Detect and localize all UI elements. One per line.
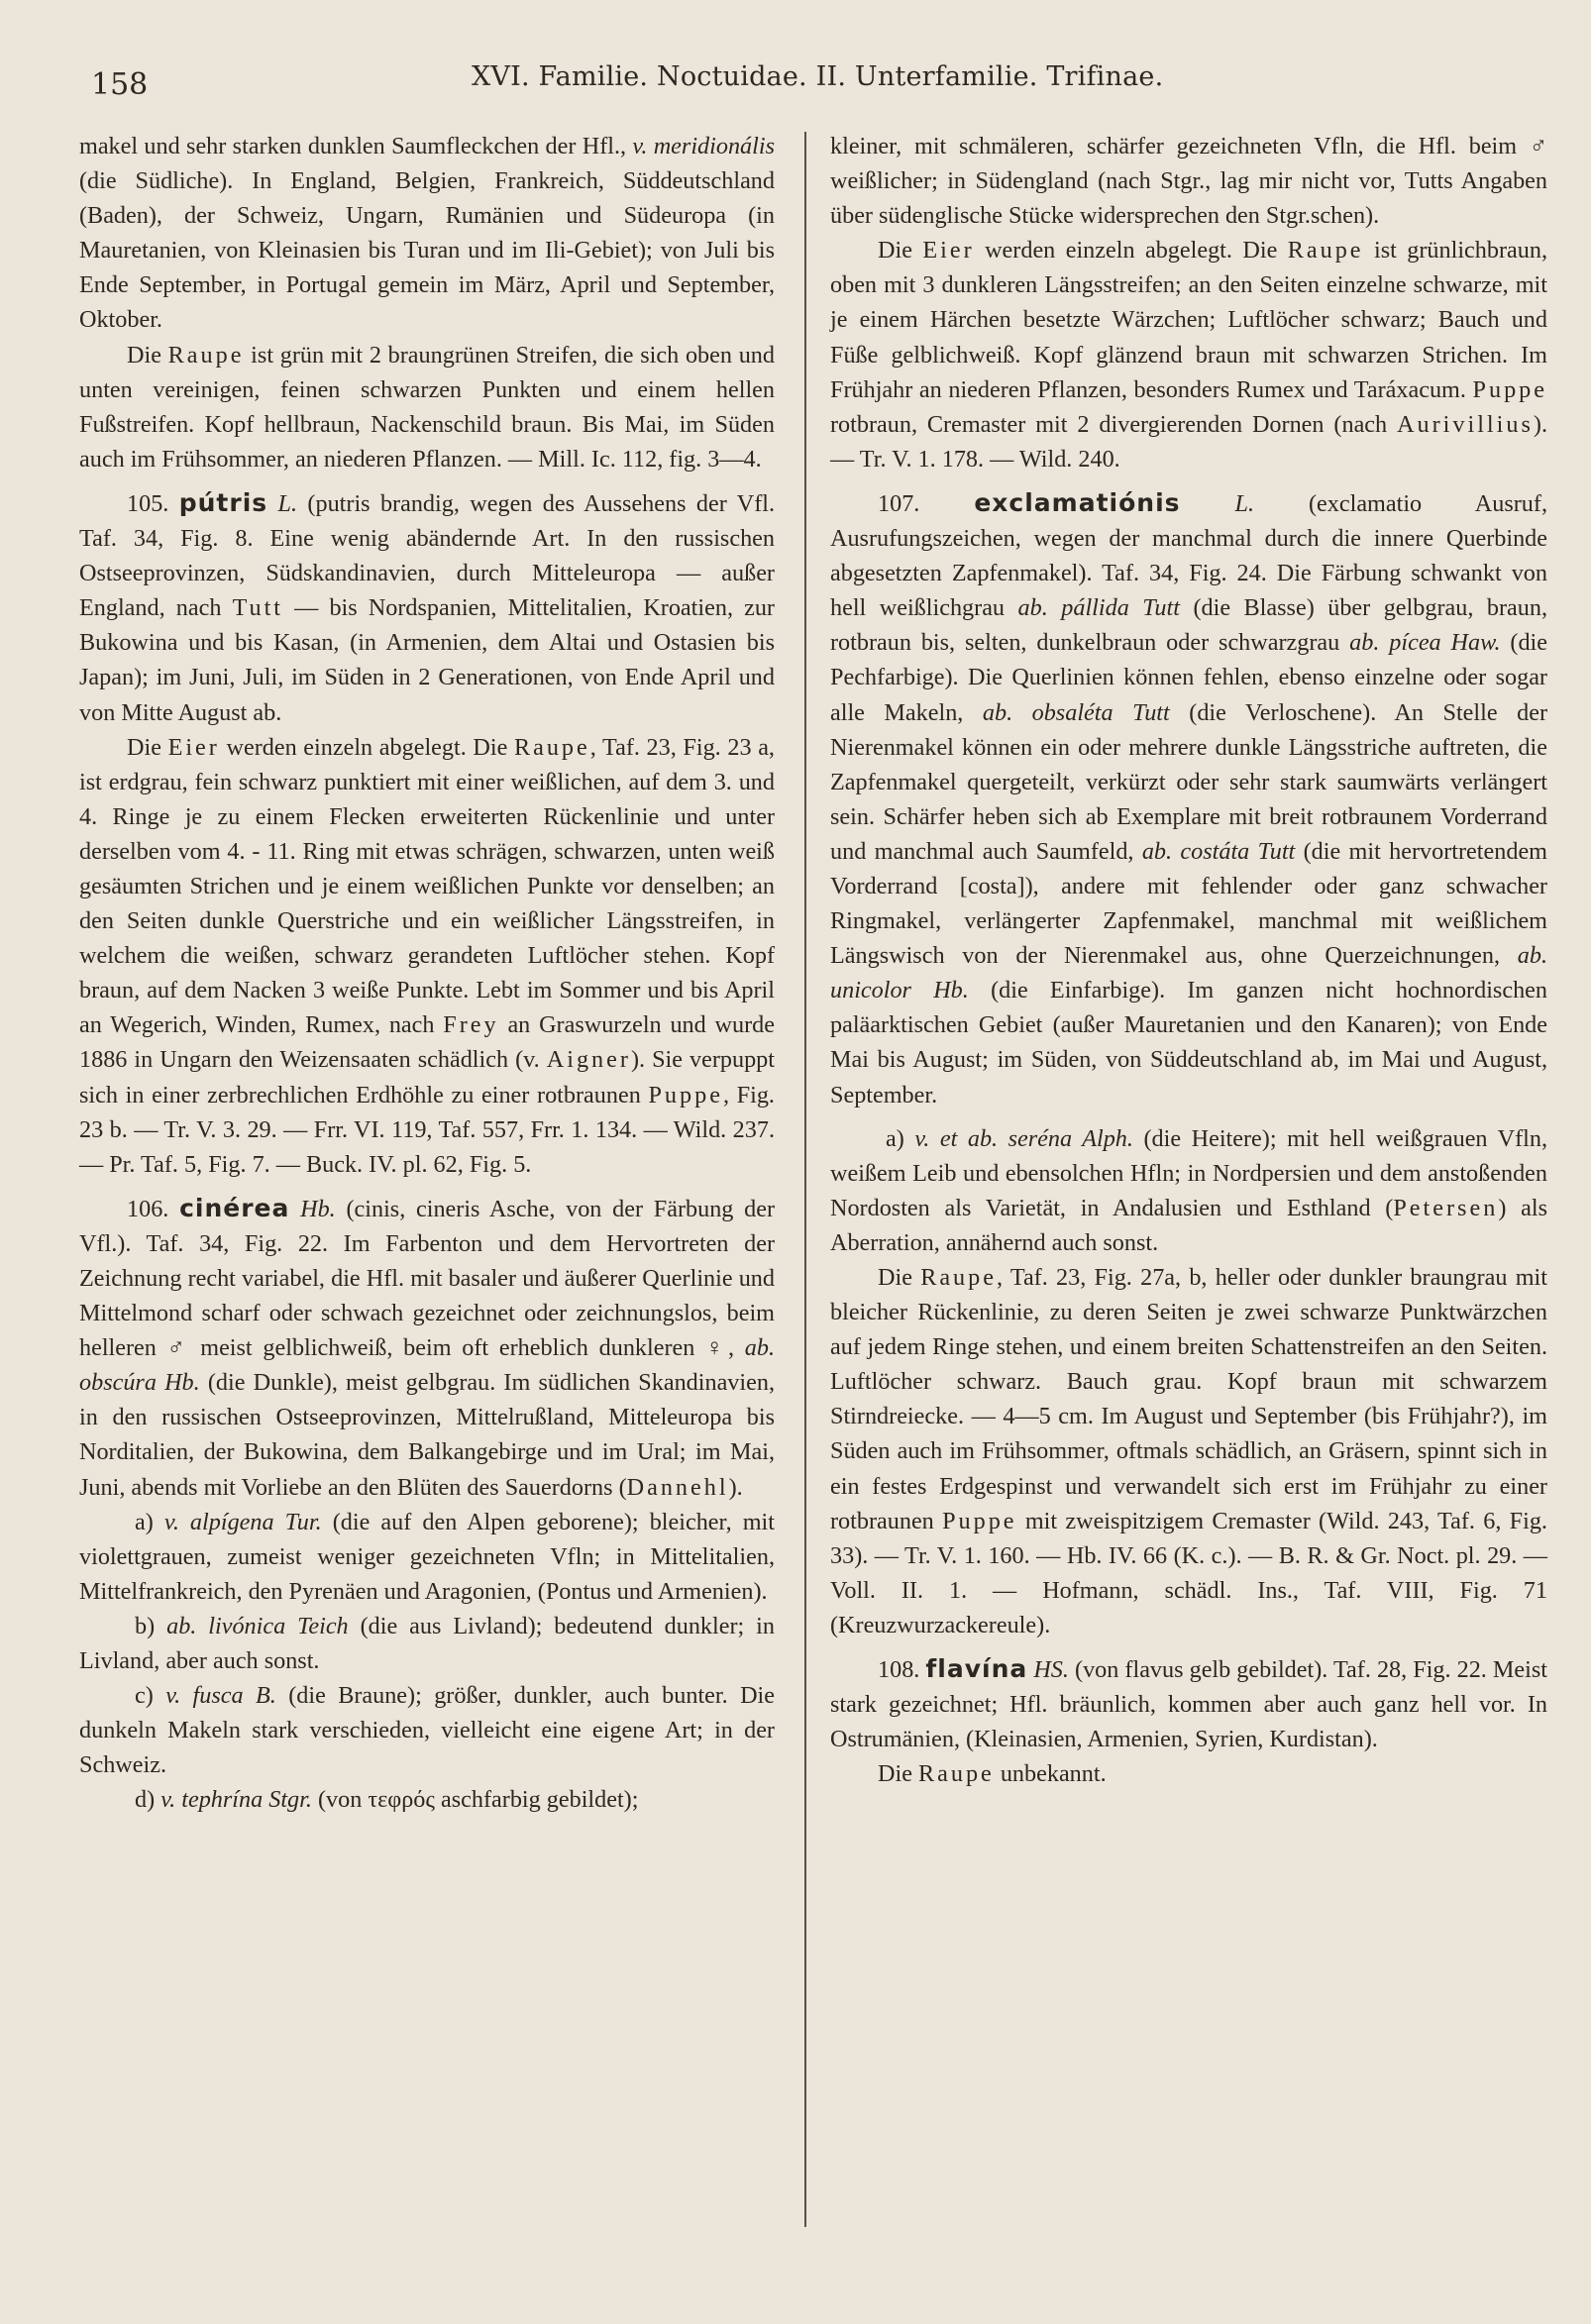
larva-paragraph: Die Raupe ist grün mit 2 braungrünen Streifen, die sich oben und unten vereinigen, feinen schwarzen Punkten und einem hellen Fußstreifen. Kopf hellbraun, Nackenschild braun. Bis Mai, im Süden auch im Frühsommer, an niederen Pflanzen. — Mill. Ic. 112, fig. 3—4. bbox=[79, 341, 775, 473]
species-entry-107: 107. exclamatiónis L. (exclamatio Ausruf, Ausrufungszeichen, wegen der manchmal durch die innere Querbinde abgesetzten Zapfenmakel). Taf. 34, Fig. 24. Die Färbung schwankt von hell weißlichgrau ab. pállida Tutt (die Blasse) über gelbgrau, braun, rotbraun bis, selten, dunkelbraun oder schwarzgrau ab. pícea Haw. (die Pechfarbige). Die Querlinien können fehlen, ebenso einzelne oder sogar alle Makeln, ab. obsaléta Tutt (die Verloschene). An Stelle der Nierenmakel können ein oder mehrere dunkle Längsstriche auftreten, die Zapfenmakel quergeteilt, verkürzt oder sehr stark saumwärts verlängert sein. Schärfer heben sich ab Exemplare mit breit rotbraunem Vorderrand und manchmal auch Saumfeld, ab. costáta Tutt (die mit hervortretendem Vorderrand [costa]), andere mit fehlender oder ganz schwacher Ringmakel, verlängerter Zapfenmakel, manchmal mit weißlichem Längswisch von der Nierenmakel aus, ohne Querzeichnungen, ab. unicolor Hb. (die Einfarbige). Im ganzen nicht hochnordischen paläarktischen Gebiet (außer Mauretanien und den Kanaren); von Ende Mai bis August; im Süden, von Süddeutschland ab, im Mai und August, September. bbox=[830, 487, 1548, 1109]
left-column bbox=[79, 129, 775, 1818]
species-name: cinérea bbox=[179, 1193, 290, 1222]
variety-a: a) v. alpígena Tur. (die auf den Alpen geborene); bleicher, mit violettgrauen, zumeist weniger gezeichneten Vfln; in Mittelitalien, Mittelfrankreich, den Pyrenäen und Aragonien, (Pontus und Armenien). bbox=[79, 1508, 775, 1605]
continued-paragraph: kleiner, mit schmäleren, schärfer gezeichneten Vfln, die Hfl. beim ♂ weißlicher; in Südengland (nach Stgr., lag mir nicht vor, Tutts Angaben über südenglische Stücke widersprechen den Stgr.schen). bbox=[830, 133, 1547, 230]
larva-paragraph: Die Raupe, Taf. 23, Fig. 27a, b, heller oder dunkler braungrau mit bleicher Rückenlinie, zu deren Seiten je zwei schwarze Punktwärzchen auf jedem Ringe stehen, und einem breiten Schattenstreifen an den Seiten. Luftlöcher schwarz. Bauch grau. Kopf braun mit schwarzem Stirndreiecke. — 4—5 cm. Im August und September (bis Frühjahr?), im Süden auch im Frühsommer, oftmals schädlich, an Gräsern, spinnt sich in ein festes Erdgespinst und verwandelt sich erst im Frühjahr zu einer rotbraunen Puppe mit zweispitzigem Cremaster (Wild. 243, Taf. 6, Fig. 33). — Tr. V. 1. 160. — Hb. IV. 66 (K. c.). — B. R. & Gr. Noct. pl. 29. — Voll. II. 1. — Hofmann, schädl. Ins., Taf. VIII, Fig. 71 (Kreuzwurzackereule). bbox=[830, 1264, 1547, 1638]
column-divider bbox=[804, 132, 806, 2227]
eggs-paragraph: Die Eier werden einzeln abgelegt. Die Raupe ist grünlichbraun, oben mit 3 dunkleren Längsstreifen; an den Seiten einzelne schwarze, mit je einem Härchen besetzte Wärzchen; Luftlöcher schwarz; Bauch und Füße gelblichweiß. Kopf glänzend braun mit schwarzen Strichen. Im Frühjahr an niederen Pflanzen, besonders Rumex und Taráxacum. Puppe rotbraun, Cremaster mit 2 divergierenden Dornen (nach Aurivillius). — Tr. V. 1. 178. — Wild. 240. bbox=[830, 237, 1547, 473]
continued-paragraph: makel und sehr starken dunklen Saumfleckchen der Hfl., v. meridionális (die Südliche). In England, Belgien, Frankreich, Süddeutschland (Baden), der Schweiz, Ungarn, Rumänien und Südeuropa (in Mauretanien, von Kleinasien bis Turan und im Ili-Gebiet); von Juli bis Ende September, in Portugal gemein im März, April und September, Oktober. bbox=[79, 133, 775, 334]
page-header bbox=[87, 61, 1504, 111]
variety-a: a) v. et ab. seréna Alph. (die Heitere); mit hell weißgrauen Vfln, weißem Leib und ebensolchen Hfln; in Nordpersien und dem anstoßenden Nordosten als Varietät, in Andalusien und Esthland (Petersen) als Aberration, annähernd auch sonst. bbox=[830, 1124, 1547, 1256]
page-number: 158 bbox=[91, 67, 149, 102]
species-name: flavína bbox=[925, 1654, 1028, 1684]
running-title: XVI. Familie. Noctuidae. II. Unterfamilie. Trifinae. bbox=[472, 61, 1164, 92]
variety-c: c) v. fusca B. (die Braune); größer, dunkler, auch bunter. Die dunkeln Makeln stark verschieden, vielleicht eine eigene Art; in der Schweiz. bbox=[79, 1682, 775, 1779]
eggs-paragraph: Die Eier werden einzeln abgelegt. Die Raupe, Taf. 23, Fig. 23 a, ist erdgrau, fein schwarz punktiert mit einer weißlichen, auf dem 3. und 4. Ringe je zu einem Flecken erweiterten Rückenlinie und unter derselben vom 4. - 11. Ring mit etwas schrägen, schwarzen, unten weiß gesäumten Strichen und je einem weißlichen Punkte vor denselben; an den Seiten dunkle Querstriche und ein weißlicher Längsstreifen, in welchem die weißen, schwarz gerandeten Luftlöcher stehen. Kopf braun, auf dem Nacken 3 weiße Punkte. Lebt im Sommer und bis April an Wegerich, Winden, Rumex, nach Frey an Graswurzeln und wurde 1886 in Ungarn den Weizensaaten schädlich (v. Aigner). Sie verpuppt sich in einer zerbrechlichen Erdhöhle zu einer rotbraunen Puppe, Fig. 23 b. — Tr. V. 3. 29. — Frr. VI. 119, Taf. 557, Frr. 1. 134. — Wild. 237. — Pr. Taf. 5, Fig. 7. — Buck. IV. pl. 62, Fig. 5. bbox=[79, 733, 775, 1178]
right-column bbox=[830, 129, 1547, 1791]
species-name: exclamatiónis bbox=[974, 487, 1181, 517]
species-name: pútris bbox=[178, 487, 268, 517]
species-entry-108: 108. flavína HS. (von flavus gelb gebildet). Taf. 28, Fig. 22. Meist stark gezeichnet; Hfl. bräunlich, kommen aber auch ganz hell vor. In Ostrumänien, (Kleinasien, Armenien, Syrien, Kurdistan). bbox=[830, 1654, 1548, 1753]
variety-b: b) ab. livónica Teich (die aus Livland); bedeutend dunkler; in Livland, aber auch sonst. bbox=[79, 1612, 775, 1675]
species-entry-105: 105. pútris L. (putris brandig, wegen des Aussehens der Vfl. Taf. 34, Fig. 8. Eine wenig abändernde Art. In den russischen Ostseeprovinzen, Südskandinavien, durch Mitteleuropa — außer England, nach Tutt — bis Nordspanien, Mittelitalien, Kroatien, zur Bukowina und bis Kasan, (in Armenien, dem Altai und Ostasien bis Japan); im Juni, Juli, im Süden in 2 Generationen, von Ende April und von Mitte August ab. bbox=[79, 487, 776, 726]
variety-name: v. meridionális bbox=[632, 133, 775, 159]
larva-unknown: Die Raupe unbekannt. bbox=[878, 1760, 1107, 1788]
species-entry-106: 106. cinérea Hb. (cinis, cineris Asche, von der Färbung der Vfl.). Taf. 34, Fig. 22. Im Farbenton und dem Hervortreten der Zeichnung recht variabel, die Hfl. mit basaler und äußerer Querlinie und Mittelmond scharf oder schwach gezeichnet oder zeichnungslos, beim helleren ♂ meist gelblichweiß, beim oft erheblich dunkleren ♀, ab. obscúra Hb. (die Dunkle), meist gelbgrau. Im südlichen Skandinavien, in den russischen Ostseeprovinzen, Mittelrußland, Mitteleuropa bis Norditalien, der Bukowina, dem Balkangebirge und im Ural; im Mai, Juni, abends mit Vorliebe an den Blüten des Sauerdorns (Dannehl). bbox=[79, 1193, 776, 1501]
variety-d: d) v. tephrína Stgr. (von τεφρός aschfarbig gebildet); bbox=[135, 1786, 639, 1814]
